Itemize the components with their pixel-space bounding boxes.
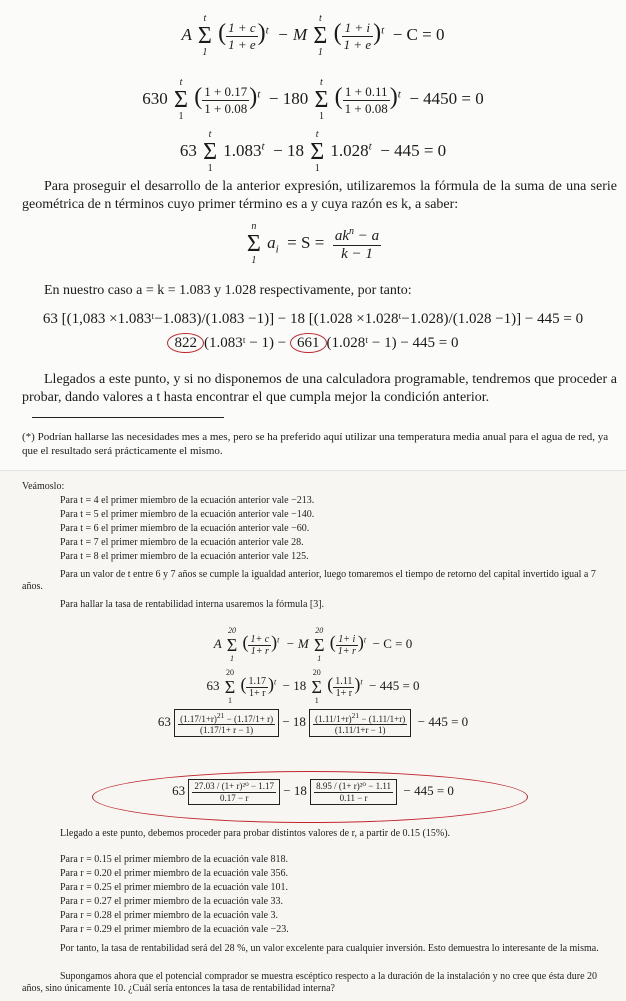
t-step: Para t = 4 el primer miembro de la ecuación anterior vale −213. <box>60 495 315 506</box>
intro-text: Veámoslo: <box>22 481 65 492</box>
upper-page <box>0 0 626 470</box>
circled-value-661: 661 <box>290 333 327 353</box>
t-step: Para t = 7 el primer miembro de la ecuación anterior vale 28. <box>60 537 304 548</box>
circled-value-822: 822 <box>167 333 204 353</box>
footnote-rule <box>32 417 224 418</box>
paragraph-geometric-series: Para proseguir el desarrollo de la anterior expresión, utilizaremos la fórmula de la suma de una serie geométrica de n términos cuyo primer término es a y cuya razón es k, a saber: <box>22 179 617 212</box>
r-step: Para r = 0.28 el primer miembro de la ecuación vale 3. <box>60 910 279 921</box>
equation-expanded: 63 [(1,083 ×1.083ᵗ−1.083)/(1.083 −1)] − 18 [(1.028 ×1.028ᵗ−1.028)/(1.028 −1)] − 445 = 0 <box>42 311 584 327</box>
paragraph-irr: Para hallar la tasa de rentabilidad interna usaremos la fórmula [3]. <box>60 599 325 610</box>
equation-irr-general: A 20 Σ 1 ( $\frac{1+ c}{1+ r}$ )$^t$ − M 20 Σ 1 ( $\frac{1+ i}{1+ r}$ )$^t$ − C = 0 <box>213 626 413 663</box>
equation-irr-numeric: 63 20 Σ 1 ( $\frac{1.17}{1+ r}$ )$^t$ − 18 20 Σ 1 ( $\frac{1.11}{1+ r}$ )$^t$ − 445 = 0 <box>206 668 420 705</box>
r-step: Para r = 0.15 el primer miembro de la ecuación vale 818. <box>60 854 289 865</box>
t-step: Para t = 5 el primer miembro de la ecuación anterior vale −140. <box>60 509 315 520</box>
paragraph-our-case: En nuestro caso a = k = 1.083 y 1.028 respectivamente, por tanto: <box>44 283 412 298</box>
paragraph-trial: Llegados a este punto, y si no disponemos de una calculadora programable, tendremos que proceder a probar, dando valores a t hasta encontrar el que cumpla mejor la condición anterior. <box>22 372 617 405</box>
equation-irr-expanded: 63 $\frac{(1.17/1+r)^{21} - (1.17/1+ r)}{(1.17/1+ r - 1)}$ − 18 $\frac{(1.11/1+r)^{21} - (1.11/1+r)}{(1.11/1+r - 1)}$ − 445 = 0 <box>157 711 469 735</box>
r-step: Para r = 0.25 el primer miembro de la ecuación vale 101. <box>60 882 289 893</box>
footnote: (*) Podrían hallarse las necesidades mes a mes, pero se ha preferido aquí utilizar una temperatura media anual para el agua de red, ya que el resultado será prácticamente el mismo. <box>22 431 609 457</box>
r-step: Para r = 0.27 el primer miembro de la ecuación vale 33. <box>60 896 284 907</box>
paragraph-try-r: Llegado a este punto, debemos proceder para probar distintos valores de r, a partir de 0.15 (15%). <box>60 828 451 839</box>
t-step: Para t = 8 el primer miembro de la ecuación anterior vale 125. <box>60 551 309 562</box>
r-step: Para r = 0.20 el primer miembro de la ecuación vale 356. <box>60 868 289 879</box>
paragraph-question: Supongamos ahora que el potencial comprador se muestra escéptico respecto a la duración de la instalación y no cree que ésta dure 20 años, sino únicamente 10. ¿Cuál sería entonces la tasa de rentabilidad interna? <box>22 971 598 994</box>
equation-reduced: 822 (1.083ᵗ − 1) − 661 (1.028ᵗ − 1) − 445 = 0 <box>0 335 626 352</box>
equation-irr-closed-form: 63 $\frac{\text{27.03 / (1+ r)²⁰ − 1.17}}{0.17 - r}$ − 18 $\frac{\text{8.95 / (1+ r)²⁰ − 1.11}}{0.11 - r}$ − 445 = 0 <box>172 781 454 803</box>
lower-page <box>0 470 626 1001</box>
paragraph-payback: Para un valor de t entre 6 y 7 años se cumple la igualdad anterior, luego tomaremos el tiempo de retorno del capital invertido igual a 7 años. <box>22 569 596 592</box>
t-step: Para t = 6 el primer miembro de la ecuación anterior vale −60. <box>60 523 310 534</box>
equation-general: A t Σ 1 ( $\frac{1 + c}{1 + e}$ )$^t$ − M t Σ 1 ( $\frac{1 + i}{1 + e}$ )$^t$ − C = 0 <box>181 13 445 58</box>
equation-simplified: 63 t Σ 1 1.083$^t$ − 18 t Σ 1 1.028$^t$ − 445 = 0 <box>179 129 447 174</box>
equation-numeric: 630 t Σ 1 ( $\frac{1 + 0.17}{1 + 0.08}$ )$^t$ − 180 t Σ 1 ( $\frac{1 + 0.11}{1 + 0.08}$ )$^t$ − 4450 = 0 <box>142 77 484 122</box>
paragraph-conclusion: Por tanto, la tasa de rentabilidad será del 28 %, un valor excelente para cualquier inversión. Esto demuestra lo interesante de la misma. <box>60 943 599 954</box>
equation-geometric-sum: n Σ 1 $a_i = S$ = $\frac{ak^n - a}{k - 1}$ <box>246 221 380 266</box>
r-step: Para r = 0.29 el primer miembro de la ecuación vale −23. <box>60 924 289 935</box>
